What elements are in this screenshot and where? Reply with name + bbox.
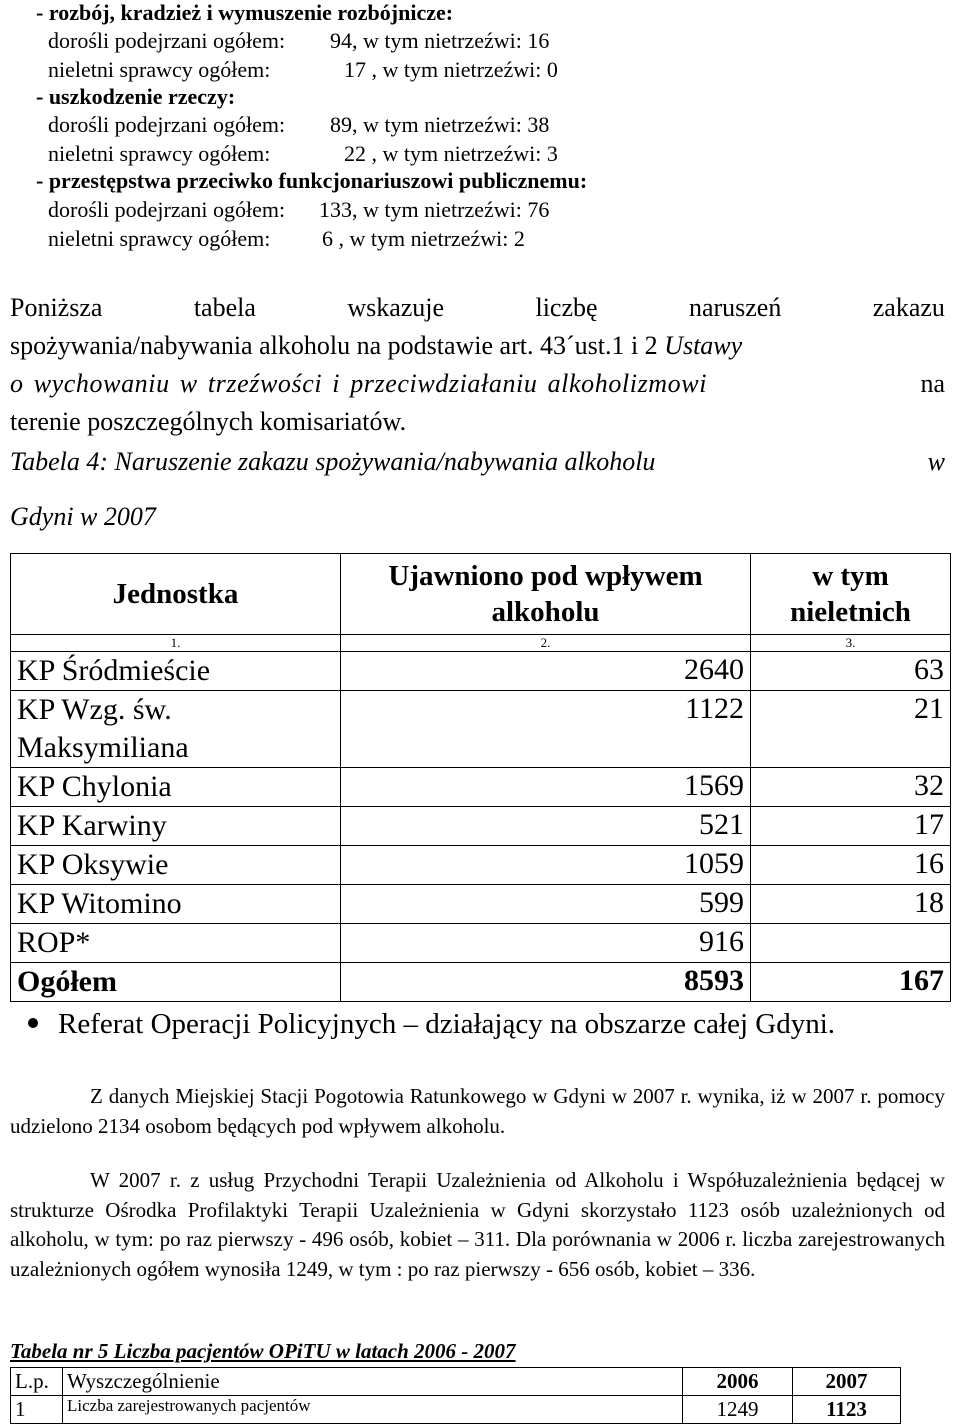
header-2007: 2007 <box>793 1368 901 1396</box>
adults-drunk: 38 <box>527 112 550 137</box>
damage-adults-line <box>48 111 549 139</box>
table-row <box>11 768 951 807</box>
drunk-label: , w tym nietrzeźwi: <box>352 28 522 53</box>
patients-table <box>10 1367 901 1424</box>
unit-cell: Ogółem <box>11 963 341 1002</box>
column-index: 1. <box>11 635 341 652</box>
intro-text: spożywania/nabywania alkoholu na podstawie art. 43´ust.1 i 2 <box>10 331 665 360</box>
table-row <box>11 691 951 768</box>
word: liczbę <box>535 293 598 322</box>
unit-cell: KP Karwiny <box>11 807 341 846</box>
unit-cell: KP Śródmieście <box>11 652 341 691</box>
footnote-text: Referat Operacji Policyjnych – działający na obszarze całej Gdyni. <box>58 1008 836 1040</box>
word: naruszeń <box>688 293 782 322</box>
robbery-adults-line <box>48 27 549 55</box>
minors-drunk: 3 <box>546 141 558 166</box>
table-header-row <box>11 554 951 635</box>
description-cell: Liczba zarejestrowanych pacjentów <box>63 1396 683 1424</box>
drunk-label: , w tym nietrzeźwi: <box>371 141 542 166</box>
table4-caption-line1 <box>10 443 945 481</box>
table-row <box>11 924 951 963</box>
minors-cell: 17 <box>751 807 951 846</box>
total-cell: 8593 <box>341 963 751 1002</box>
intro-paragraph <box>10 289 945 441</box>
column-index: 2. <box>341 635 751 652</box>
total-cell: 2640 <box>341 652 751 691</box>
intro-line-3 <box>10 365 945 403</box>
total-cell: 1059 <box>341 846 751 885</box>
word: wskazuje <box>347 293 445 322</box>
unit-cell: KP Chylonia <box>11 768 341 807</box>
intro-line-4: terenie poszczególnych komisariatów. <box>10 407 407 436</box>
damage-minors-line <box>48 140 558 168</box>
table4-footnote <box>28 1007 835 1041</box>
minors-cell: 167 <box>751 963 951 1002</box>
header-minors: w tym nieletnich <box>751 554 951 635</box>
table-row <box>11 846 951 885</box>
lp-cell: 1 <box>11 1396 63 1424</box>
header-total: Ujawniono pod wpływem alkoholu <box>341 554 751 635</box>
table4-caption-line2: Gdyni w 2007 <box>10 502 156 531</box>
adults-label: dorośli podejrzani ogółem: <box>48 112 286 137</box>
adults-label: dorośli podejrzani ogółem: <box>48 197 286 222</box>
drunk-label: , w tym nietrzeźwi: <box>338 226 509 251</box>
table-row <box>11 807 951 846</box>
drunk-label: , w tym nietrzeźwi: <box>352 197 522 222</box>
table-row <box>11 652 951 691</box>
category-robbery-title: - rozbój, kradzież i wymuszenie rozbójnicze: <box>36 0 454 25</box>
law-title-start: Ustawy <box>664 331 743 360</box>
unit-cell: ROP* <box>11 924 341 963</box>
adults-total: 94 <box>330 28 352 53</box>
drunk-label: , w tym nietrzeźwi: <box>352 112 522 137</box>
adults-drunk: 16 <box>527 28 550 53</box>
minors-label: nieletni sprawcy ogółem: <box>48 57 271 82</box>
minors-cell: 63 <box>751 652 951 691</box>
intro-line-1 <box>10 289 945 327</box>
table4-caption <box>10 443 945 536</box>
adults-total: 89 <box>330 112 352 137</box>
table-row <box>11 885 951 924</box>
header-lp: L.p. <box>11 1368 63 1396</box>
robbery-minors-line <box>48 56 558 84</box>
ambulance-paragraph: Z danych Miejskiej Stacji Pogotowia Ratunkowego w Gdyni w 2007 r. wynika, iż w 2007 r. pomocy udzielono 2134 osobom będących pod wpływem alkoholu. <box>10 1084 945 1138</box>
intro-line-2 <box>10 327 945 365</box>
unit-cell: KP Wzg. św. Maksymiliana <box>11 691 341 768</box>
minors-cell: 21 <box>751 691 951 768</box>
bullet-icon <box>28 1018 38 1028</box>
intro-text: na <box>920 369 945 398</box>
table-row <box>11 1396 901 1424</box>
clinic-paragraph: W 2007 r. z usług Przychodni Terapii Uzależnienia od Alkoholu i Współuzależnienia będącej w strukturze Ośrodka Profilaktyki Terapii Uzależnienia w Gdyni skorzystało 1123 osób uzależnionych od alkoholu, w tym: po raz pierwszy - 496 osób, kobiet – 311. Dla porównania w 2006 r. liczba zarejestrowanych uzależnionych ogółem wynosiła 1249, w tym : po raz pierwszy - 656 osób, kobiet – 336. <box>10 1168 945 1281</box>
caption-text: w <box>927 447 945 476</box>
word: tabela <box>193 293 256 322</box>
alcohol-violations-table <box>10 553 951 1002</box>
officer-minors-line <box>48 225 525 253</box>
table-total-row <box>11 963 951 1002</box>
header-unit: Jednostka <box>11 554 341 635</box>
word: Poniższa <box>10 293 103 322</box>
minors-label: nieletni sprawcy ogółem: <box>48 141 271 166</box>
law-title: o wychowaniu w trzeźwości i przeciwdziałaniu alkoholizmowi <box>10 369 708 398</box>
table5-caption: Tabela nr 5 Liczba pacjentów OPiTU w latach 2006 - 2007 <box>10 1339 516 1363</box>
minors-total: 22 <box>344 141 366 166</box>
adults-label: dorośli podejrzani ogółem: <box>48 28 286 53</box>
value-2007-cell: 1123 <box>793 1396 901 1424</box>
minors-cell: 18 <box>751 885 951 924</box>
unit-cell: KP Witomino <box>11 885 341 924</box>
minors-cell: 32 <box>751 768 951 807</box>
column-index: 3. <box>751 635 951 652</box>
minors-cell: 16 <box>751 846 951 885</box>
adults-total: 133 <box>319 197 352 222</box>
category-damage-title: - uszkodzenie rzeczy: <box>36 84 236 109</box>
total-cell: 1569 <box>341 768 751 807</box>
unit-cell: KP Oksywie <box>11 846 341 885</box>
caption-text: Tabela 4: Naruszenie zakazu spożywania/nabywania alkoholu <box>10 447 656 476</box>
total-cell: 916 <box>341 924 751 963</box>
value-2006-cell: 1249 <box>683 1396 793 1424</box>
minors-total: 6 <box>322 226 333 251</box>
word: zakazu <box>872 293 945 322</box>
header-description: Wyszczególnienie <box>63 1368 683 1396</box>
category-officer-title: - przestępstwa przeciwko funkcjonariuszowi publicznemu: <box>36 168 588 193</box>
total-cell: 521 <box>341 807 751 846</box>
column-index-row <box>11 635 951 652</box>
header-2006: 2006 <box>683 1368 793 1396</box>
table-header-row <box>11 1368 901 1396</box>
adults-drunk: 76 <box>527 197 550 222</box>
total-cell: 599 <box>341 885 751 924</box>
officer-adults-line <box>48 196 549 224</box>
total-cell: 1122 <box>341 691 751 768</box>
drunk-label: , w tym nietrzeźwi: <box>371 57 542 82</box>
minors-total: 17 <box>344 57 366 82</box>
minors-cell <box>751 924 951 963</box>
minors-label: nieletni sprawcy ogółem: <box>48 226 271 251</box>
minors-drunk: 2 <box>513 226 525 251</box>
minors-drunk: 0 <box>546 57 558 82</box>
